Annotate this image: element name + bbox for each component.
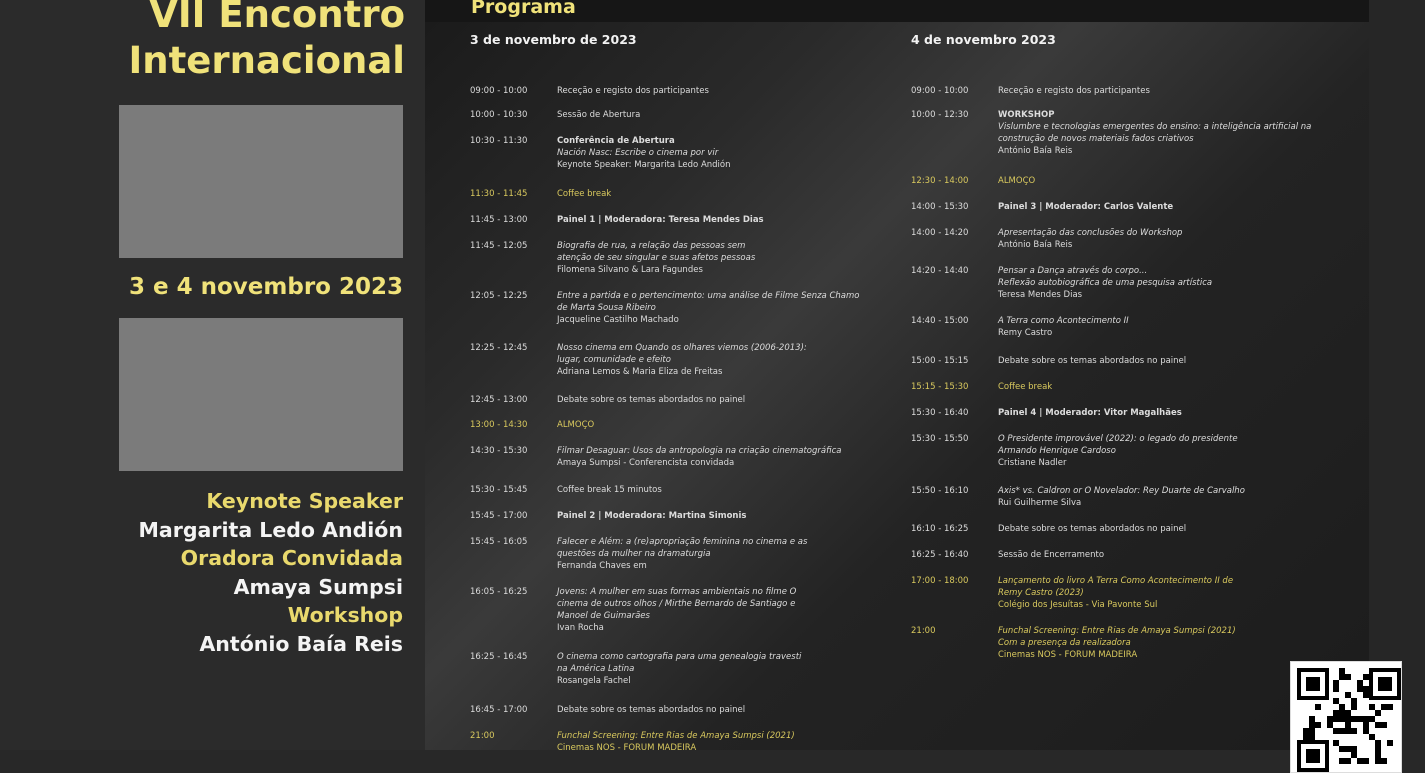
entry-time: 14:00 - 15:30 bbox=[911, 202, 969, 212]
entry-description bbox=[557, 109, 902, 121]
entry-line: Filmar Desaguar: Usos da antropologia na criação cinematográfica bbox=[557, 446, 842, 456]
day-1-title: 3 de novembro de 2023 bbox=[470, 32, 637, 47]
entry-line: Debate sobre os temas abordados no painel bbox=[557, 705, 746, 715]
entry-line: Apresentação das conclusões do Workshop bbox=[998, 228, 1183, 238]
entry-description bbox=[998, 109, 1343, 157]
entry-time: 11:45 - 12:05 bbox=[470, 241, 528, 251]
entry-description bbox=[557, 510, 902, 522]
entry-line: Filomena Silvano & Lara Fagundes bbox=[557, 265, 703, 275]
entry-line: ALMOÇO bbox=[998, 176, 1036, 186]
entry-time: 16:45 - 17:00 bbox=[470, 705, 528, 715]
qr-module bbox=[1387, 740, 1393, 746]
entry-line: Pensar a Dança através do corpo... bbox=[998, 266, 1148, 276]
entry-description bbox=[998, 575, 1343, 611]
entry-line: Amaya Sumpsi - Conferencista convidada bbox=[557, 458, 735, 468]
program-header bbox=[425, 0, 1369, 22]
entry-description bbox=[557, 290, 902, 326]
entry-time: 14:20 - 14:40 bbox=[911, 266, 969, 276]
qr-finder-pattern bbox=[1297, 740, 1329, 772]
entry-time: 10:30 - 11:30 bbox=[470, 136, 528, 146]
entry-description bbox=[998, 85, 1343, 97]
entry-line: Ivan Rocha bbox=[557, 623, 604, 633]
photo-placeholder-1 bbox=[119, 105, 403, 258]
entry-description bbox=[998, 175, 1343, 187]
event-title bbox=[5, 0, 405, 84]
entry-description bbox=[557, 536, 902, 572]
entry-line: Debate sobre os temas abordados no painel bbox=[557, 395, 746, 405]
entry-line: Vislumbre e tecnologias emergentes do ensino: a inteligência artificial na bbox=[998, 122, 1312, 132]
qr-module bbox=[1315, 722, 1321, 728]
entry-line: Coffee break bbox=[998, 382, 1053, 392]
qr-module bbox=[1351, 704, 1357, 710]
entry-line: Entre a partida e o pertencimento: uma análise de Filme Senza Chamo bbox=[557, 291, 860, 301]
entry-time: 16:05 - 16:25 bbox=[470, 587, 528, 597]
entry-line: Keynote Speaker: Margarita Ledo Andión bbox=[557, 160, 731, 170]
entry-line: Nosso cinema em Quando os olhares viemos (2006-2013): bbox=[557, 343, 807, 353]
entry-time: 13:00 - 14:30 bbox=[470, 420, 528, 430]
entry-line: na América Latina bbox=[557, 664, 635, 674]
entry-description bbox=[557, 484, 902, 496]
entry-line: Sessão de Encerramento bbox=[998, 550, 1105, 560]
qr-module bbox=[1363, 674, 1369, 680]
entry-description bbox=[557, 704, 902, 716]
entry-line: Armando Henrique Cardoso bbox=[998, 446, 1116, 456]
entry-time: 12:30 - 14:00 bbox=[911, 176, 969, 186]
qr-module bbox=[1363, 692, 1369, 698]
entry-line: Nación Nasc: Escribe o cinema por vir bbox=[557, 148, 719, 158]
entry-time: 15:30 - 16:40 bbox=[911, 408, 969, 418]
entry-line: Manoel de Guimarães bbox=[557, 611, 650, 621]
entry-time: 10:00 - 10:30 bbox=[470, 110, 528, 120]
day-2-title: 4 de novembro 2023 bbox=[911, 32, 1056, 47]
entry-description bbox=[998, 433, 1343, 469]
title-line-2: Internacional bbox=[128, 39, 405, 82]
entry-line: Teresa Mendes Dias bbox=[998, 290, 1083, 300]
qr-module bbox=[1345, 674, 1351, 680]
entry-description bbox=[557, 445, 902, 469]
entry-description bbox=[557, 85, 902, 97]
entry-description bbox=[557, 586, 902, 634]
day-2-schedule bbox=[911, 32, 1331, 660]
qr-module bbox=[1351, 728, 1357, 734]
speaker-name: António Baía Reis bbox=[199, 631, 403, 656]
entry-description bbox=[998, 355, 1343, 367]
qr-module bbox=[1315, 704, 1321, 710]
entry-time: 12:25 - 12:45 bbox=[470, 343, 528, 353]
entry-line: Remy Castro (2023) bbox=[998, 588, 1084, 598]
entry-line: Adriana Lemos & Maria Eliza de Freitas bbox=[557, 367, 723, 377]
day-1-schedule bbox=[470, 32, 890, 750]
entry-time: 11:45 - 13:00 bbox=[470, 215, 528, 225]
entry-description bbox=[998, 485, 1343, 509]
entry-time: 15:30 - 15:50 bbox=[911, 434, 969, 444]
entry-line: questões da mulher na dramaturgia bbox=[557, 549, 711, 559]
entry-time: 15:50 - 16:10 bbox=[911, 486, 969, 496]
entry-description bbox=[998, 625, 1343, 661]
entry-line: Painel 1 | Moderadora: Teresa Mendes Dias bbox=[557, 215, 764, 225]
entry-line: Conferência de Abertura bbox=[557, 136, 675, 146]
entry-line: Biografia de rua, a relação das pessoas sem bbox=[557, 241, 746, 251]
entry-description bbox=[557, 214, 902, 226]
entry-line: Receção e registo dos participantes bbox=[998, 86, 1150, 96]
entry-line: construção de novos materiais fados criativos bbox=[998, 134, 1194, 144]
qr-code-icon[interactable] bbox=[1290, 661, 1402, 773]
entry-description bbox=[557, 651, 902, 687]
entry-description bbox=[557, 342, 902, 378]
entry-time: 15:00 - 15:15 bbox=[911, 356, 969, 366]
entry-description bbox=[998, 315, 1343, 339]
entry-line: Remy Castro bbox=[998, 328, 1053, 338]
entry-line: António Baía Reis bbox=[998, 240, 1073, 250]
event-dates: 3 e 4 novembro 2023 bbox=[129, 274, 403, 300]
entry-time: 14:40 - 15:00 bbox=[911, 316, 969, 326]
entry-line: de Marta Sousa Ribeiro bbox=[557, 303, 656, 313]
entry-description bbox=[998, 523, 1343, 535]
entry-time: 12:05 - 12:25 bbox=[470, 291, 528, 301]
speakers-list bbox=[60, 487, 403, 658]
entry-description bbox=[557, 730, 902, 750]
entry-description bbox=[998, 265, 1343, 301]
entry-line: Coffee break 15 minutos bbox=[557, 485, 662, 495]
entry-line: lugar, comunidade e efeito bbox=[557, 355, 671, 365]
entry-line: Axis* vs. Caldron or O Novelador: Rey Duarte de Carvalho bbox=[998, 486, 1245, 496]
entry-line: Rui Guilherme Silva bbox=[998, 498, 1082, 508]
entry-description bbox=[557, 394, 902, 406]
entry-line: Fernanda Chaves em bbox=[557, 561, 647, 571]
speaker-role: Keynote Speaker bbox=[206, 489, 403, 513]
entry-time: 14:30 - 15:30 bbox=[470, 446, 528, 456]
qr-finder-pattern bbox=[1297, 668, 1329, 700]
entry-time: 17:00 - 18:00 bbox=[911, 576, 969, 586]
entry-time: 21:00 bbox=[470, 731, 495, 741]
entry-line: Sessão de Abertura bbox=[557, 110, 641, 120]
entry-line: António Baía Reis bbox=[998, 146, 1073, 156]
entry-line: Cinemas NOS - FORUM MADEIRA bbox=[998, 650, 1138, 660]
entry-line: Jovens: A mulher em suas formas ambientais no filme O bbox=[557, 587, 797, 597]
entry-line: cinema de outros olhos / Mirthe Bernardo de Santiago e bbox=[557, 599, 796, 609]
entry-line: Jacqueline Castilho Machado bbox=[557, 315, 679, 325]
entry-line: Cristiane Nadler bbox=[998, 458, 1067, 468]
qr-module bbox=[1363, 758, 1369, 764]
entry-time: 15:45 - 16:05 bbox=[470, 537, 528, 547]
entry-line: Painel 2 | Moderadora: Martina Simonis bbox=[557, 511, 747, 521]
entry-line: Debate sobre os temas abordados no painel bbox=[998, 356, 1187, 366]
entry-time: 16:25 - 16:40 bbox=[911, 550, 969, 560]
entry-description bbox=[998, 549, 1343, 561]
entry-time: 12:45 - 13:00 bbox=[470, 395, 528, 405]
speaker-role: Workshop bbox=[287, 603, 403, 627]
entry-line: Lançamento do livro A Terra Como Acontecimento II de bbox=[998, 576, 1234, 586]
entry-time: 09:00 - 10:00 bbox=[470, 86, 528, 96]
entry-line: Reflexão autobiográfica de uma pesquisa artística bbox=[998, 278, 1213, 288]
photo-placeholder-2 bbox=[119, 318, 403, 471]
qr-module bbox=[1381, 758, 1387, 764]
qr-module bbox=[1333, 686, 1339, 692]
entry-line: Falecer e Além: a (re)apropriação feminina no cinema e as bbox=[557, 537, 808, 547]
entry-line: Funchal Screening: Entre Rias de Amaya Sumpsi (2021) bbox=[998, 626, 1236, 636]
entry-line: Com a presença da realizadora bbox=[998, 638, 1131, 648]
entry-line: WORKSHOP bbox=[998, 110, 1055, 120]
entry-time: 16:25 - 16:45 bbox=[470, 652, 528, 662]
entry-line: O Presidente improvável (2022): o legado do presidente bbox=[998, 434, 1238, 444]
entry-line: Painel 4 | Moderador: Vitor Magalhães bbox=[998, 408, 1182, 418]
entry-line: Debate sobre os temas abordados no painel bbox=[998, 524, 1187, 534]
qr-module bbox=[1381, 722, 1387, 728]
entry-time: 15:30 - 15:45 bbox=[470, 485, 528, 495]
entry-time: 09:00 - 10:00 bbox=[911, 86, 969, 96]
entry-time: 14:00 - 14:20 bbox=[911, 228, 969, 238]
speaker-role: Oradora Convidada bbox=[180, 546, 403, 570]
entry-description bbox=[998, 227, 1343, 251]
qr-module bbox=[1375, 710, 1381, 716]
entry-line: A Terra como Acontecimento II bbox=[998, 316, 1129, 326]
entry-line: atenção de seu singular e suas afetos pessoas bbox=[557, 253, 756, 263]
left-panel bbox=[0, 0, 425, 750]
entry-line: Funchal Screening: Entre Rias de Amaya Sumpsi (2021) bbox=[557, 731, 795, 741]
entry-time: 15:15 - 15:30 bbox=[911, 382, 969, 392]
entry-time: 16:10 - 16:25 bbox=[911, 524, 969, 534]
qr-module bbox=[1387, 704, 1393, 710]
program-title: Programa bbox=[471, 0, 576, 18]
entry-line: O cinema como cartografia para uma genealogia travesti bbox=[557, 652, 802, 662]
entry-description bbox=[998, 381, 1343, 393]
entry-description bbox=[557, 419, 902, 431]
speaker-name: Amaya Sumpsi bbox=[233, 574, 403, 599]
qr-finder-pattern bbox=[1369, 668, 1401, 700]
entry-line: Receção e registo dos participantes bbox=[557, 86, 709, 96]
speaker-name: Margarita Ledo Andión bbox=[138, 517, 403, 542]
entry-description bbox=[557, 240, 902, 276]
entry-description bbox=[998, 407, 1343, 419]
entry-description bbox=[998, 201, 1343, 213]
qr-module bbox=[1345, 758, 1351, 764]
entry-line: Painel 3 | Moderador: Carlos Valente bbox=[998, 202, 1174, 212]
entry-time: 15:45 - 17:00 bbox=[470, 511, 528, 521]
entry-line: Rosangela Fachel bbox=[557, 676, 631, 686]
entry-time: 11:30 - 11:45 bbox=[470, 189, 528, 199]
entry-line: Cinemas NOS - FORUM MADEIRA bbox=[557, 743, 697, 750]
entry-description bbox=[557, 188, 902, 200]
right-strip bbox=[1369, 0, 1425, 750]
entry-description bbox=[557, 135, 902, 171]
program-panel bbox=[425, 0, 1369, 750]
qr-module bbox=[1309, 734, 1315, 740]
entry-line: ALMOÇO bbox=[557, 420, 595, 430]
entry-line: Colégio dos Jesuítas - Via Pavonte Sul bbox=[998, 600, 1158, 610]
entry-time: 21:00 bbox=[911, 626, 936, 636]
entry-time: 10:00 - 12:30 bbox=[911, 110, 969, 120]
entry-line: Coffee break bbox=[557, 189, 612, 199]
title-line-1: VII Encontro bbox=[149, 0, 405, 36]
